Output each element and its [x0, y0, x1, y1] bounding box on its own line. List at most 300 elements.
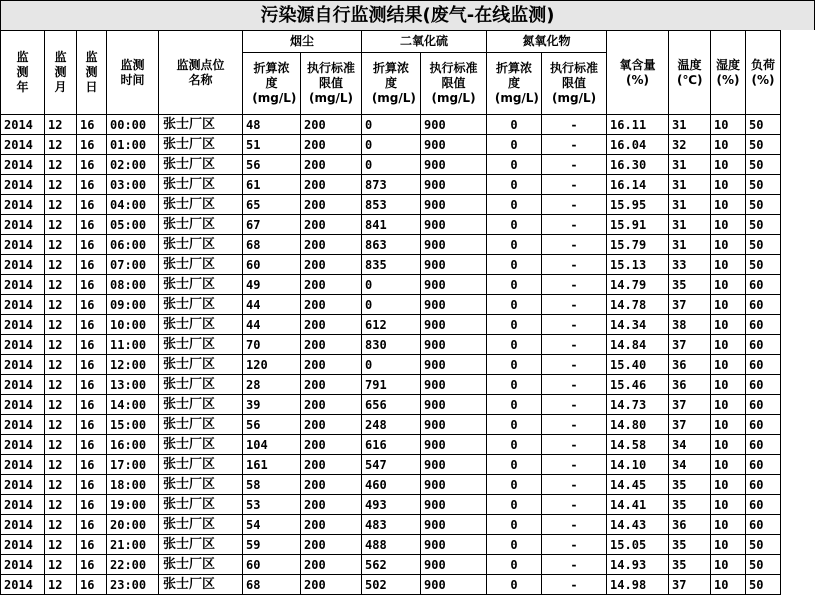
cell-year: 2014: [1, 155, 45, 175]
cell-dust-conc: 70: [243, 335, 301, 355]
cell-so2-conc: 873: [362, 175, 421, 195]
cell-time: 09:00: [107, 295, 159, 315]
header-nox-limit: 执行标准限值(mg/L): [542, 53, 607, 115]
table-row: [1, 255, 815, 275]
cell-location: 张士厂区: [159, 515, 243, 535]
cell-so2-conc: 502: [362, 575, 421, 595]
cell-location: 张士厂区: [159, 115, 243, 135]
table-row: [1, 395, 815, 415]
cell-dust-limit: 200: [301, 375, 362, 395]
cell-nox-conc: 0: [487, 195, 542, 215]
cell-oxygen: 15.79: [607, 235, 669, 255]
cell-nox-limit: -: [542, 575, 607, 595]
cell-day: 16: [77, 395, 107, 415]
header-so2: 二氧化硫: [362, 31, 487, 53]
table-row: [1, 435, 815, 455]
cell-nox-limit: -: [542, 335, 607, 355]
cell-humidity: 10: [711, 515, 746, 535]
table-row: [1, 335, 815, 355]
cell-oxygen: 14.45: [607, 475, 669, 495]
cell-oxygen: 14.78: [607, 295, 669, 315]
cell-load: 50: [746, 115, 781, 135]
cell-nox-conc: 0: [487, 495, 542, 515]
cell-location: 张士厂区: [159, 255, 243, 275]
cell-so2-conc: 0: [362, 295, 421, 315]
cell-dust-limit: 200: [301, 115, 362, 135]
cell-day: 16: [77, 135, 107, 155]
header-oxygen: 氧含量(%): [607, 31, 669, 115]
cell-time: 10:00: [107, 315, 159, 335]
cell-humidity: 10: [711, 395, 746, 415]
cell-location: 张士厂区: [159, 155, 243, 175]
cell-year: 2014: [1, 335, 45, 355]
cell-temperature: 36: [669, 375, 711, 395]
cell-temperature: 31: [669, 155, 711, 175]
cell-nox-conc: 0: [487, 255, 542, 275]
table-row: [1, 295, 815, 315]
cell-time: 15:00: [107, 415, 159, 435]
cell-oxygen: 14.93: [607, 555, 669, 575]
cell-dust-limit: 200: [301, 435, 362, 455]
cell-so2-conc: 547: [362, 455, 421, 475]
cell-time: 14:00: [107, 395, 159, 415]
cell-nox-conc: 0: [487, 415, 542, 435]
cell-time: 19:00: [107, 495, 159, 515]
cell-oxygen: 16.30: [607, 155, 669, 175]
cell-dust-limit: 200: [301, 495, 362, 515]
cell-so2-limit: 900: [421, 375, 487, 395]
cell-so2-limit: 900: [421, 355, 487, 375]
cell-month: 12: [45, 535, 77, 555]
cell-humidity: 10: [711, 475, 746, 495]
cell-humidity: 10: [711, 335, 746, 355]
table-row: [1, 355, 815, 375]
cell-day: 16: [77, 195, 107, 215]
cell-month: 12: [45, 395, 77, 415]
cell-dust-conc: 67: [243, 215, 301, 235]
cell-nox-limit: -: [542, 315, 607, 335]
cell-so2-conc: 853: [362, 195, 421, 215]
header-nox: 氮氧化物: [487, 31, 607, 53]
cell-year: 2014: [1, 555, 45, 575]
cell-month: 12: [45, 455, 77, 475]
cell-temperature: 35: [669, 275, 711, 295]
cell-so2-conc: 612: [362, 315, 421, 335]
cell-so2-conc: 791: [362, 375, 421, 395]
cell-humidity: 10: [711, 455, 746, 475]
cell-nox-conc: 0: [487, 435, 542, 455]
cell-so2-limit: 900: [421, 135, 487, 155]
cell-location: 张士厂区: [159, 415, 243, 435]
cell-dust-conc: 68: [243, 235, 301, 255]
cell-so2-conc: 488: [362, 535, 421, 555]
cell-so2-limit: 900: [421, 575, 487, 595]
cell-month: 12: [45, 195, 77, 215]
cell-day: 16: [77, 255, 107, 275]
cell-load: 60: [746, 435, 781, 455]
cell-day: 16: [77, 555, 107, 575]
cell-temperature: 35: [669, 535, 711, 555]
cell-nox-conc: 0: [487, 315, 542, 335]
cell-humidity: 10: [711, 215, 746, 235]
cell-so2-limit: 900: [421, 195, 487, 215]
cell-dust-limit: 200: [301, 455, 362, 475]
cell-location: 张士厂区: [159, 355, 243, 375]
cell-oxygen: 14.34: [607, 315, 669, 335]
cell-nox-limit: -: [542, 255, 607, 275]
cell-dust-conc: 56: [243, 155, 301, 175]
cell-so2-conc: 0: [362, 155, 421, 175]
cell-dust-conc: 44: [243, 295, 301, 315]
cell-load: 60: [746, 395, 781, 415]
cell-so2-conc: 483: [362, 515, 421, 535]
cell-dust-conc: 59: [243, 535, 301, 555]
cell-day: 16: [77, 375, 107, 395]
cell-dust-limit: 200: [301, 475, 362, 495]
cell-time: 16:00: [107, 435, 159, 455]
table-row: [1, 555, 815, 575]
cell-nox-conc: 0: [487, 275, 542, 295]
cell-load: 60: [746, 515, 781, 535]
cell-so2-conc: 562: [362, 555, 421, 575]
cell-year: 2014: [1, 215, 45, 235]
cell-so2-conc: 0: [362, 135, 421, 155]
cell-so2-limit: 900: [421, 395, 487, 415]
cell-time: 03:00: [107, 175, 159, 195]
cell-load: 60: [746, 455, 781, 475]
header-nox-conc: 折算浓度(mg/L): [487, 53, 542, 115]
cell-month: 12: [45, 555, 77, 575]
header-time: 监测时间: [107, 31, 159, 115]
cell-year: 2014: [1, 295, 45, 315]
cell-oxygen: 15.46: [607, 375, 669, 395]
cell-day: 16: [77, 435, 107, 455]
cell-so2-conc: 830: [362, 335, 421, 355]
cell-temperature: 31: [669, 195, 711, 215]
cell-oxygen: 15.91: [607, 215, 669, 235]
cell-so2-conc: 493: [362, 495, 421, 515]
table-row: [1, 415, 815, 435]
cell-dust-conc: 104: [243, 435, 301, 455]
cell-location: 张士厂区: [159, 195, 243, 215]
cell-oxygen: 14.43: [607, 515, 669, 535]
cell-so2-conc: 841: [362, 215, 421, 235]
cell-location: 张士厂区: [159, 215, 243, 235]
cell-nox-limit: -: [542, 195, 607, 215]
cell-year: 2014: [1, 135, 45, 155]
cell-load: 50: [746, 555, 781, 575]
cell-nox-limit: -: [542, 475, 607, 495]
cell-month: 12: [45, 255, 77, 275]
table-row: [1, 375, 815, 395]
cell-dust-conc: 54: [243, 515, 301, 535]
cell-oxygen: 14.98: [607, 575, 669, 595]
table-row: [1, 315, 815, 335]
cell-temperature: 38: [669, 315, 711, 335]
cell-month: 12: [45, 215, 77, 235]
cell-month: 12: [45, 375, 77, 395]
cell-location: 张士厂区: [159, 135, 243, 155]
cell-nox-conc: 0: [487, 335, 542, 355]
cell-time: 05:00: [107, 215, 159, 235]
header-temperature: 温度(℃): [669, 31, 711, 115]
cell-time: 12:00: [107, 355, 159, 375]
cell-year: 2014: [1, 515, 45, 535]
cell-year: 2014: [1, 355, 45, 375]
cell-oxygen: 14.41: [607, 495, 669, 515]
cell-dust-conc: 120: [243, 355, 301, 375]
table-row: [1, 175, 815, 195]
cell-load: 60: [746, 335, 781, 355]
cell-nox-conc: 0: [487, 535, 542, 555]
report-title: 污染源自行监测结果(废气-在线监测): [0, 0, 815, 30]
cell-day: 16: [77, 355, 107, 375]
table-row: [1, 495, 815, 515]
monitoring-table: [0, 30, 815, 595]
cell-temperature: 37: [669, 575, 711, 595]
table-row: [1, 135, 815, 155]
cell-nox-conc: 0: [487, 355, 542, 375]
cell-year: 2014: [1, 575, 45, 595]
header-month: 监测月: [45, 31, 77, 115]
cell-temperature: 35: [669, 555, 711, 575]
cell-oxygen: 15.40: [607, 355, 669, 375]
cell-humidity: 10: [711, 355, 746, 375]
cell-so2-limit: 900: [421, 515, 487, 535]
cell-year: 2014: [1, 415, 45, 435]
cell-nox-conc: 0: [487, 295, 542, 315]
cell-location: 张士厂区: [159, 475, 243, 495]
cell-humidity: 10: [711, 115, 746, 135]
cell-temperature: 37: [669, 415, 711, 435]
cell-nox-limit: -: [542, 495, 607, 515]
cell-time: 00:00: [107, 115, 159, 135]
cell-dust-limit: 200: [301, 335, 362, 355]
cell-time: 13:00: [107, 375, 159, 395]
cell-day: 16: [77, 235, 107, 255]
cell-temperature: 31: [669, 215, 711, 235]
cell-dust-conc: 68: [243, 575, 301, 595]
cell-so2-limit: 900: [421, 475, 487, 495]
cell-load: 50: [746, 215, 781, 235]
cell-day: 16: [77, 535, 107, 555]
cell-nox-limit: -: [542, 355, 607, 375]
cell-location: 张士厂区: [159, 175, 243, 195]
cell-dust-limit: 200: [301, 515, 362, 535]
cell-month: 12: [45, 235, 77, 255]
cell-time: 01:00: [107, 135, 159, 155]
cell-month: 12: [45, 295, 77, 315]
cell-month: 12: [45, 515, 77, 535]
cell-year: 2014: [1, 175, 45, 195]
cell-nox-conc: 0: [487, 515, 542, 535]
cell-humidity: 10: [711, 275, 746, 295]
cell-oxygen: 14.73: [607, 395, 669, 415]
cell-month: 12: [45, 315, 77, 335]
cell-location: 张士厂区: [159, 275, 243, 295]
cell-so2-limit: 900: [421, 495, 487, 515]
header-dust-conc: 折算浓度(mg/L): [243, 53, 301, 115]
cell-year: 2014: [1, 275, 45, 295]
cell-day: 16: [77, 475, 107, 495]
cell-humidity: 10: [711, 415, 746, 435]
cell-temperature: 37: [669, 295, 711, 315]
cell-so2-conc: 0: [362, 115, 421, 135]
cell-month: 12: [45, 475, 77, 495]
cell-humidity: 10: [711, 435, 746, 455]
cell-nox-conc: 0: [487, 475, 542, 495]
cell-load: 60: [746, 415, 781, 435]
cell-temperature: 34: [669, 455, 711, 475]
cell-dust-limit: 200: [301, 315, 362, 335]
cell-location: 张士厂区: [159, 455, 243, 475]
cell-day: 16: [77, 495, 107, 515]
cell-nox-conc: 0: [487, 155, 542, 175]
cell-location: 张士厂区: [159, 395, 243, 415]
cell-month: 12: [45, 115, 77, 135]
cell-load: 60: [746, 275, 781, 295]
cell-nox-limit: -: [542, 555, 607, 575]
cell-load: 50: [746, 135, 781, 155]
cell-location: 张士厂区: [159, 575, 243, 595]
cell-day: 16: [77, 455, 107, 475]
cell-so2-limit: 900: [421, 235, 487, 255]
cell-humidity: 10: [711, 295, 746, 315]
header-year: 监测年: [1, 31, 45, 115]
cell-dust-limit: 200: [301, 535, 362, 555]
cell-year: 2014: [1, 435, 45, 455]
cell-location: 张士厂区: [159, 495, 243, 515]
cell-month: 12: [45, 495, 77, 515]
cell-so2-conc: 656: [362, 395, 421, 415]
cell-dust-limit: 200: [301, 215, 362, 235]
cell-so2-limit: 900: [421, 175, 487, 195]
cell-so2-conc: 460: [362, 475, 421, 495]
cell-nox-conc: 0: [487, 375, 542, 395]
cell-month: 12: [45, 135, 77, 155]
cell-dust-limit: 200: [301, 135, 362, 155]
cell-day: 16: [77, 275, 107, 295]
cell-so2-limit: 900: [421, 215, 487, 235]
cell-month: 12: [45, 355, 77, 375]
cell-time: 04:00: [107, 195, 159, 215]
cell-so2-limit: 900: [421, 535, 487, 555]
cell-oxygen: 14.79: [607, 275, 669, 295]
cell-load: 60: [746, 355, 781, 375]
cell-load: 50: [746, 535, 781, 555]
cell-dust-limit: 200: [301, 395, 362, 415]
cell-year: 2014: [1, 395, 45, 415]
cell-temperature: 37: [669, 335, 711, 355]
cell-dust-conc: 44: [243, 315, 301, 335]
cell-dust-conc: 58: [243, 475, 301, 495]
cell-dust-limit: 200: [301, 295, 362, 315]
cell-so2-conc: 248: [362, 415, 421, 435]
cell-humidity: 10: [711, 195, 746, 215]
cell-so2-conc: 616: [362, 435, 421, 455]
cell-month: 12: [45, 155, 77, 175]
cell-oxygen: 16.14: [607, 175, 669, 195]
cell-nox-limit: -: [542, 135, 607, 155]
cell-month: 12: [45, 275, 77, 295]
cell-nox-limit: -: [542, 435, 607, 455]
cell-oxygen: 14.58: [607, 435, 669, 455]
cell-load: 60: [746, 495, 781, 515]
cell-so2-limit: 900: [421, 155, 487, 175]
header-location: 监测点位名称: [159, 31, 243, 115]
cell-dust-limit: 200: [301, 355, 362, 375]
cell-temperature: 36: [669, 515, 711, 535]
cell-oxygen: 16.04: [607, 135, 669, 155]
cell-year: 2014: [1, 375, 45, 395]
cell-dust-conc: 61: [243, 175, 301, 195]
cell-load: 50: [746, 195, 781, 215]
cell-location: 张士厂区: [159, 235, 243, 255]
cell-nox-limit: -: [542, 215, 607, 235]
cell-year: 2014: [1, 255, 45, 275]
cell-temperature: 32: [669, 135, 711, 155]
cell-month: 12: [45, 435, 77, 455]
cell-so2-limit: 900: [421, 455, 487, 475]
cell-dust-limit: 200: [301, 235, 362, 255]
cell-dust-conc: 39: [243, 395, 301, 415]
cell-nox-conc: 0: [487, 575, 542, 595]
cell-time: 02:00: [107, 155, 159, 175]
cell-location: 张士厂区: [159, 295, 243, 315]
cell-dust-conc: 65: [243, 195, 301, 215]
cell-dust-limit: 200: [301, 155, 362, 175]
cell-temperature: 33: [669, 255, 711, 275]
cell-nox-conc: 0: [487, 455, 542, 475]
cell-dust-conc: 60: [243, 555, 301, 575]
cell-month: 12: [45, 415, 77, 435]
cell-year: 2014: [1, 195, 45, 215]
cell-year: 2014: [1, 495, 45, 515]
cell-nox-conc: 0: [487, 115, 542, 135]
cell-dust-limit: 200: [301, 415, 362, 435]
cell-day: 16: [77, 415, 107, 435]
cell-year: 2014: [1, 115, 45, 135]
cell-day: 16: [77, 295, 107, 315]
cell-temperature: 37: [669, 395, 711, 415]
cell-location: 张士厂区: [159, 555, 243, 575]
cell-day: 16: [77, 175, 107, 195]
cell-oxygen: 15.05: [607, 535, 669, 555]
table-row: [1, 195, 815, 215]
header-so2-limit: 执行标准限值(mg/L): [421, 53, 487, 115]
cell-time: 11:00: [107, 335, 159, 355]
table-row: [1, 215, 815, 235]
cell-dust-limit: 200: [301, 555, 362, 575]
cell-oxygen: 14.84: [607, 335, 669, 355]
cell-oxygen: 16.11: [607, 115, 669, 135]
cell-humidity: 10: [711, 575, 746, 595]
cell-time: 18:00: [107, 475, 159, 495]
cell-so2-limit: 900: [421, 115, 487, 135]
cell-nox-limit: -: [542, 235, 607, 255]
cell-so2-limit: 900: [421, 255, 487, 275]
cell-nox-limit: -: [542, 415, 607, 435]
cell-so2-conc: 0: [362, 355, 421, 375]
cell-humidity: 10: [711, 555, 746, 575]
cell-location: 张士厂区: [159, 315, 243, 335]
cell-time: 21:00: [107, 535, 159, 555]
cell-day: 16: [77, 315, 107, 335]
table-row: [1, 235, 815, 255]
cell-nox-conc: 0: [487, 395, 542, 415]
cell-so2-limit: 900: [421, 415, 487, 435]
cell-humidity: 10: [711, 135, 746, 155]
